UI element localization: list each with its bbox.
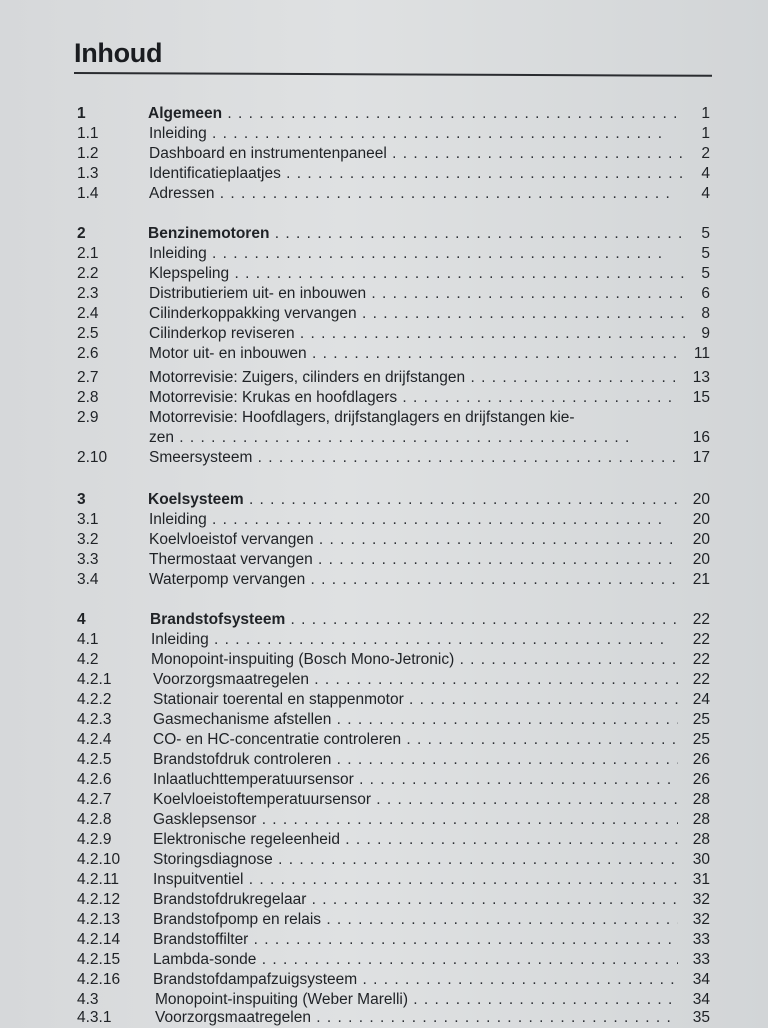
toc-entry (0, 388, 768, 408)
toc-page-number: 15 (692, 389, 710, 406)
toc-entry-text: Waterpomp vervangen (149, 571, 306, 588)
toc-section-number: 2.9 (77, 409, 99, 426)
toc-section-number: 4 (77, 611, 86, 628)
toc-section-number: 1 (77, 105, 86, 122)
toc-section-number: 4.2.4 (77, 731, 112, 748)
toc-entry (0, 104, 768, 124)
toc-page-number: 22 (692, 651, 710, 668)
toc-entry (0, 304, 768, 324)
toc-entry-label (149, 448, 678, 468)
toc-entry-label (153, 850, 678, 870)
toc-section-number: 4.2.5 (77, 751, 112, 768)
toc-entry-label (149, 164, 688, 184)
toc-page-number: 32 (692, 891, 710, 908)
toc-page-number: 25 (692, 711, 710, 728)
toc-entry-label (153, 870, 678, 890)
toc-entry-text: Cilinderkop reviseren (149, 325, 295, 342)
toc-entry-text: Voorzorgsmaatregelen (155, 1009, 311, 1026)
toc-entry (0, 428, 768, 448)
toc-section-number: 4.2.8 (77, 811, 112, 828)
toc-entry-label (149, 304, 688, 324)
toc-entry-text: Inleiding (151, 631, 209, 648)
toc-entry-text: Brandstofdruk controleren (153, 751, 332, 768)
toc-entry-text: Cilinderkoppakking vervangen (149, 305, 357, 322)
toc-section-number: 2.1 (77, 245, 99, 262)
toc-section-number: 4.2.14 (77, 931, 121, 948)
toc-page-number: 21 (692, 571, 710, 588)
toc-section-number: 1.1 (77, 125, 99, 142)
toc-entry-label (153, 810, 678, 830)
toc-entry-label (149, 388, 678, 408)
toc-entry-label (153, 890, 678, 910)
toc-entry-text: Benzinemotoren (148, 225, 270, 242)
toc-section-number: 4.2.12 (77, 891, 121, 908)
toc-entry-label (149, 144, 688, 164)
toc-page-number: 28 (692, 791, 710, 808)
toc-entry-label (153, 930, 678, 950)
toc-entry-label (148, 224, 688, 244)
toc-entry (0, 790, 768, 810)
toc-section-number: 1.2 (77, 145, 99, 162)
toc-page-number: 26 (692, 771, 710, 788)
toc-entry-text: Elektronische regeleenheid (153, 831, 340, 848)
toc-page-number: 22 (692, 631, 710, 648)
toc-page-number: 1 (701, 105, 710, 122)
toc-entry-text: Monopoint-inspuiting (Weber Marelli) (155, 991, 408, 1008)
toc-entry (0, 850, 768, 870)
toc-page-number: 24 (692, 691, 710, 708)
toc-section-number: 2.4 (77, 305, 99, 322)
toc-section-number: 4.2.11 (77, 871, 119, 888)
toc-entry-text: Identificatieplaatjes (149, 165, 281, 182)
toc-entry (0, 448, 768, 468)
toc-section-number: 3.4 (77, 571, 99, 588)
toc-entry-text: Motorrevisie: Hoofdlagers, drijfstanglagers en drijfstangen kie- (149, 409, 575, 426)
toc-entry (0, 990, 768, 1010)
toc-section-number: 2.8 (77, 389, 99, 406)
toc-entry (0, 490, 768, 510)
toc-section-number: 4.2.15 (77, 951, 121, 968)
toc-entry (0, 184, 768, 204)
toc-entry (0, 810, 768, 830)
toc-entry-text: Inleiding (149, 125, 207, 142)
toc-entry (0, 368, 768, 388)
toc-page-number: 28 (692, 811, 710, 828)
toc-page-number: 5 (701, 265, 710, 282)
toc-entry-label (149, 184, 688, 204)
toc-entry-text: Motor uit- en inbouwen (149, 345, 307, 362)
toc-page-number: 13 (692, 369, 710, 386)
toc-section-number: 4.2.6 (77, 771, 112, 788)
toc-section-number: 2.10 (77, 449, 108, 466)
toc-entry-text: Smeersysteem (149, 449, 253, 466)
toc-section-number: 4.2.7 (77, 791, 112, 808)
toc-entry-label (153, 790, 678, 810)
toc-entry-text: Gasklepsensor (153, 811, 257, 828)
toc-entry (0, 144, 768, 164)
toc-entry-text: Algemeen (148, 105, 223, 122)
toc-section-number: 3 (77, 491, 86, 508)
toc-entry-text: Brandstofdampafzuigsysteem (153, 971, 358, 988)
toc-section-number: 3.1 (77, 511, 99, 528)
toc-page-number: 33 (692, 951, 710, 968)
toc-entry-text: Thermostaat vervangen (149, 551, 313, 568)
toc-entry-label (150, 610, 678, 630)
toc-page-number: 34 (692, 991, 710, 1008)
toc-page-number: 20 (692, 531, 710, 548)
toc-entry (0, 890, 768, 910)
toc-entry (0, 1008, 768, 1028)
toc-entry (0, 408, 768, 428)
toc-page-number: 33 (692, 931, 710, 948)
toc-entry-label (149, 428, 678, 448)
toc-entry (0, 510, 768, 530)
toc-section-number: 4.2.9 (77, 831, 112, 848)
toc-entry (0, 550, 768, 570)
toc-entry-text: Lambda-sonde (153, 951, 257, 968)
toc-entry-label (153, 670, 678, 690)
toc-entry (0, 970, 768, 990)
toc-section-number: 4.2.10 (77, 851, 121, 868)
toc-section-number: 4.2.1 (77, 671, 112, 688)
toc-page-number: 9 (701, 325, 710, 342)
toc-entry (0, 750, 768, 770)
toc-entry (0, 164, 768, 184)
toc-entry-text: Motorrevisie: Krukas en hoofdlagers (149, 389, 398, 406)
toc-page-number: 1 (701, 125, 710, 142)
toc-entry-text: Gasmechanisme afstellen (153, 711, 332, 728)
toc-entry-text: Inspuitventiel (153, 871, 244, 888)
toc-page-number: 26 (692, 751, 710, 768)
toc-entry (0, 730, 768, 750)
toc-section-number: 4.2.16 (77, 971, 121, 988)
toc-entry (0, 610, 768, 630)
toc-section-number: 4.2.2 (77, 691, 112, 708)
toc-entry-text: Stationair toerental en stappenmotor (153, 691, 404, 708)
toc-section-number: 4.3 (77, 991, 99, 1008)
toc-page-number: 35 (692, 1009, 710, 1026)
toc-entry-label (153, 690, 678, 710)
toc-entry-label (148, 490, 678, 510)
toc-page-number: 17 (692, 449, 710, 466)
toc-entry-label (149, 530, 678, 550)
toc-page-number: 6 (701, 285, 710, 302)
toc-entry-label (149, 570, 678, 590)
toc-entry-label (155, 1008, 678, 1028)
toc-entry (0, 870, 768, 890)
toc-page-number: 4 (701, 165, 710, 182)
toc-entry (0, 690, 768, 710)
toc-entry (0, 930, 768, 950)
toc-entry-label (153, 770, 678, 790)
toc-entry-label (153, 710, 678, 730)
toc-entry-text: Dashboard en instrumentenpaneel (149, 145, 387, 162)
toc-entry-label (153, 970, 678, 990)
toc-entry-label (151, 650, 678, 670)
toc-section-number: 4.3.1 (77, 1009, 112, 1026)
toc-page-number: 11 (693, 345, 710, 362)
toc-entry-text: Koelvloeistoftemperatuursensor (153, 791, 371, 808)
toc-entry-label (149, 284, 688, 304)
toc-entry (0, 710, 768, 730)
toc-page-number: 30 (692, 851, 710, 868)
toc-page-number: 34 (692, 971, 710, 988)
toc-entry-text: Motorrevisie: Zuigers, cilinders en drijfstangen (149, 369, 466, 386)
toc-entry (0, 770, 768, 790)
toc-page-number: 22 (692, 671, 710, 688)
toc-page-number: 8 (701, 305, 710, 322)
toc-entry-label (153, 730, 678, 750)
toc-entry-label (149, 510, 678, 530)
toc-section-number: 1.3 (77, 165, 99, 182)
title-rule (74, 72, 712, 77)
toc-entry-label (149, 368, 678, 388)
toc-entry-text: Voorzorgsmaatregelen (153, 671, 309, 688)
toc-entry-label (149, 344, 678, 364)
toc-page-number: 4 (701, 185, 710, 202)
toc-page-number: 32 (692, 911, 710, 928)
toc-entry-label (153, 910, 678, 930)
toc-page-number: 2 (701, 145, 710, 162)
toc-entry-label (149, 324, 688, 344)
toc-entry-label (149, 124, 688, 144)
toc-page-number: 20 (692, 511, 710, 528)
toc-page-number: 5 (701, 225, 710, 242)
toc-entry-text: Koelsysteem (148, 491, 244, 508)
toc-entry-text: CO- en HC-concentratie controleren (153, 731, 402, 748)
toc-entry (0, 264, 768, 284)
toc-entry (0, 244, 768, 264)
toc-section-number: 4.2.3 (77, 711, 112, 728)
toc-entry-text: Brandstofsysteem (150, 611, 286, 628)
toc-entry-text: zen (149, 429, 174, 446)
toc-entry-text: Storingsdiagnose (153, 851, 273, 868)
toc-entry-text: Inleiding (149, 245, 207, 262)
toc-entry (0, 344, 768, 364)
toc-section-number: 4.2.13 (77, 911, 121, 928)
toc-entry (0, 530, 768, 550)
toc-page-number: 20 (692, 551, 710, 568)
toc-entry (0, 910, 768, 930)
toc-entry (0, 830, 768, 850)
toc-entry (0, 224, 768, 244)
toc-entry (0, 124, 768, 144)
toc-entry-text: Brandstofdrukregelaar (153, 891, 307, 908)
toc-section-number: 4.1 (77, 631, 99, 648)
toc-section-number: 2.7 (77, 369, 99, 386)
toc-page-number: 28 (692, 831, 710, 848)
toc-entry (0, 324, 768, 344)
toc-entry (0, 570, 768, 590)
toc-entry-label (153, 750, 678, 770)
toc-section-number: 3.2 (77, 531, 99, 548)
toc-page-number: 31 (692, 871, 710, 888)
toc-entry-label (149, 244, 688, 264)
toc-entry-text: Brandstofpomp en relais (153, 911, 322, 928)
toc-section-number: 2.2 (77, 265, 99, 282)
toc-entry-label (149, 408, 710, 428)
toc-entry (0, 284, 768, 304)
toc-page-number: 22 (692, 611, 710, 628)
toc-entry (0, 630, 768, 650)
toc-entry-text: Brandstoffilter (153, 931, 249, 948)
toc-entry-text: Koelvloeistof vervangen (149, 531, 314, 548)
toc-entry-label (149, 264, 688, 284)
toc-page-number: 25 (692, 731, 710, 748)
toc-entry (0, 950, 768, 970)
toc-entry-text: Adressen (149, 185, 215, 202)
toc-section-number: 2.5 (77, 325, 99, 342)
toc-entry-label (151, 630, 678, 650)
toc-entry-text: Inleiding (149, 511, 207, 528)
toc-section-number: 2 (77, 225, 86, 242)
toc-entry (0, 650, 768, 670)
toc-section-number: 3.3 (77, 551, 99, 568)
toc-entry-label (153, 830, 678, 850)
toc-section-number: 2.6 (77, 345, 99, 362)
toc-entry-label (153, 950, 678, 970)
toc-entry-text: Monopoint-inspuiting (Bosch Mono-Jetronic) (151, 651, 455, 668)
toc-entry-text: Inlaatluchttemperatuursensor (153, 771, 354, 788)
toc-entry-label (149, 550, 678, 570)
toc-section-number: 2.3 (77, 285, 99, 302)
toc-entry-label (155, 990, 678, 1010)
toc-page-number: 5 (701, 245, 710, 262)
page-title: Inhoud (74, 38, 163, 68)
toc-page-number: 20 (692, 491, 710, 508)
toc-section-number: 1.4 (77, 185, 99, 202)
toc-page-number: 16 (692, 429, 710, 446)
toc-entry (0, 670, 768, 690)
toc-entry-label (148, 104, 688, 124)
toc-entry-text: Klepspeling (149, 265, 230, 282)
toc-entry-text: Distributieriem uit- en inbouwen (149, 285, 367, 302)
toc-section-number: 4.2 (77, 651, 99, 668)
